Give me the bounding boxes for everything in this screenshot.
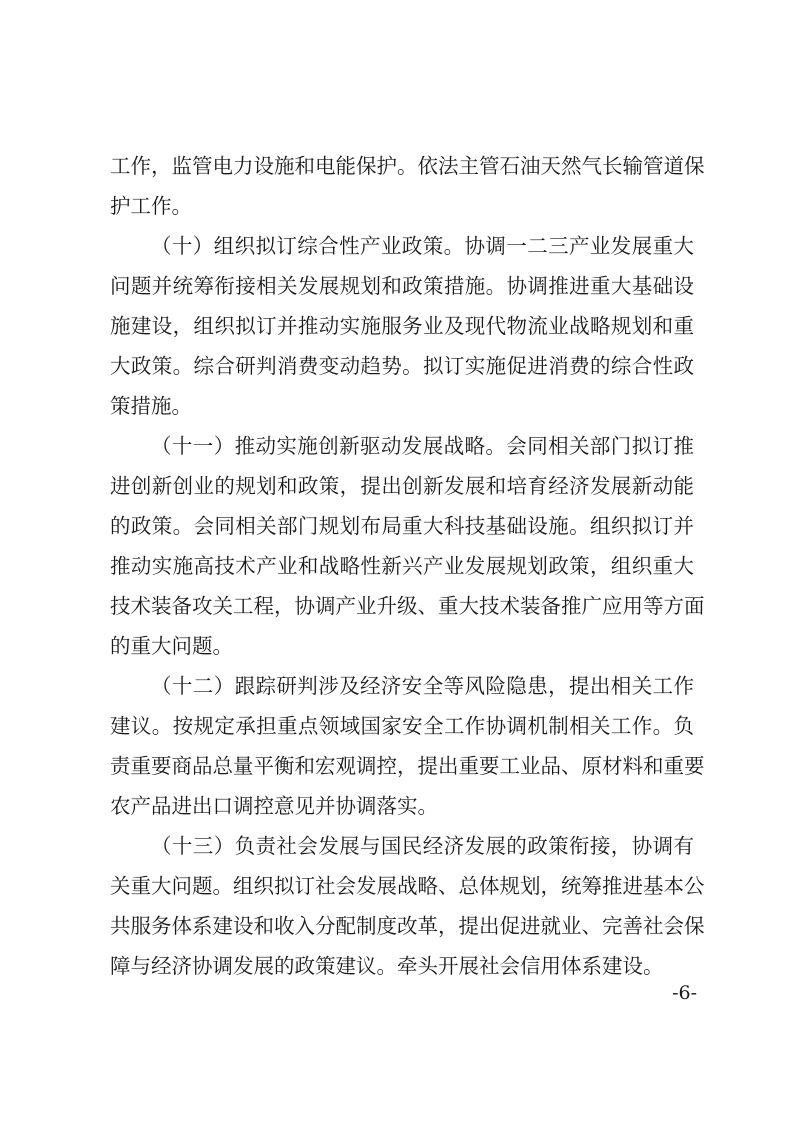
text-line: 责重要商品总量平衡和宏观调控，提出重要工业品、原材料和重要: [110, 754, 705, 778]
text-line: 进创新创业的规划和政策，提出创新发展和培育经济发展新动能: [110, 474, 694, 498]
text-line: （十三）负责社会发展与国民经济发展的政策衔接，协调有: [151, 834, 694, 858]
text-line: 障与经济协调发展的政策建议。牵头开展社会信用体系建设。: [110, 954, 664, 978]
text-line: 大政策。综合研判消费变动趋势。拟订实施促进消费的综合性政: [110, 354, 694, 378]
text-line: 农产品进出口调控意见并协调落实。: [110, 794, 438, 818]
text-line: 的重大问题。: [110, 634, 233, 658]
text-line: 策措施。: [110, 394, 192, 418]
text-line: （十）组织拟订综合性产业政策。协调一二三产业发展重大: [151, 234, 694, 258]
text-line: 护工作。: [110, 194, 192, 218]
text-line: （十二）跟踪研判涉及经济安全等风险隐患，提出相关工作: [151, 674, 694, 698]
text-line: 工作，监管电力设施和电能保护。依法主管石油天然气长输管道保: [110, 154, 705, 178]
paragraph-item-10: [110, 226, 694, 426]
paragraph-continuation: [110, 146, 705, 226]
document-body: [110, 146, 705, 986]
text-line: 技术装备攻关工程，协调产业升级、重大技术装备推广应用等方面: [110, 594, 705, 618]
text-line: 的政策。会同相关部门规划布局重大科技基础设施。组织拟订并: [110, 514, 694, 538]
text-line: （十一）推动实施创新驱动发展战略。会同相关部门拟订推: [151, 434, 694, 458]
paragraph-item-11: [110, 426, 705, 666]
text-line: 关重大问题。组织拟订社会发展战略、总体规划，统筹推进基本公: [110, 874, 705, 898]
text-line: 问题并统筹衔接相关发展规划和政策措施。协调推进重大基础设: [110, 274, 694, 298]
text-line: 建议。按规定承担重点领域国家安全工作协调机制相关工作。负: [110, 714, 694, 738]
paragraph-item-12: [110, 666, 705, 826]
text-line: 施建设，组织拟订并推动实施服务业及现代物流业战略规划和重: [110, 314, 694, 338]
text-line: 共服务体系建设和收入分配制度改革，提出促进就业、完善社会保: [110, 914, 705, 938]
text-line: 推动实施高技术产业和战略性新兴产业发展规划政策，组织重大: [110, 554, 694, 578]
page-number: -6-: [672, 982, 697, 1004]
paragraph-item-13: [110, 826, 705, 986]
